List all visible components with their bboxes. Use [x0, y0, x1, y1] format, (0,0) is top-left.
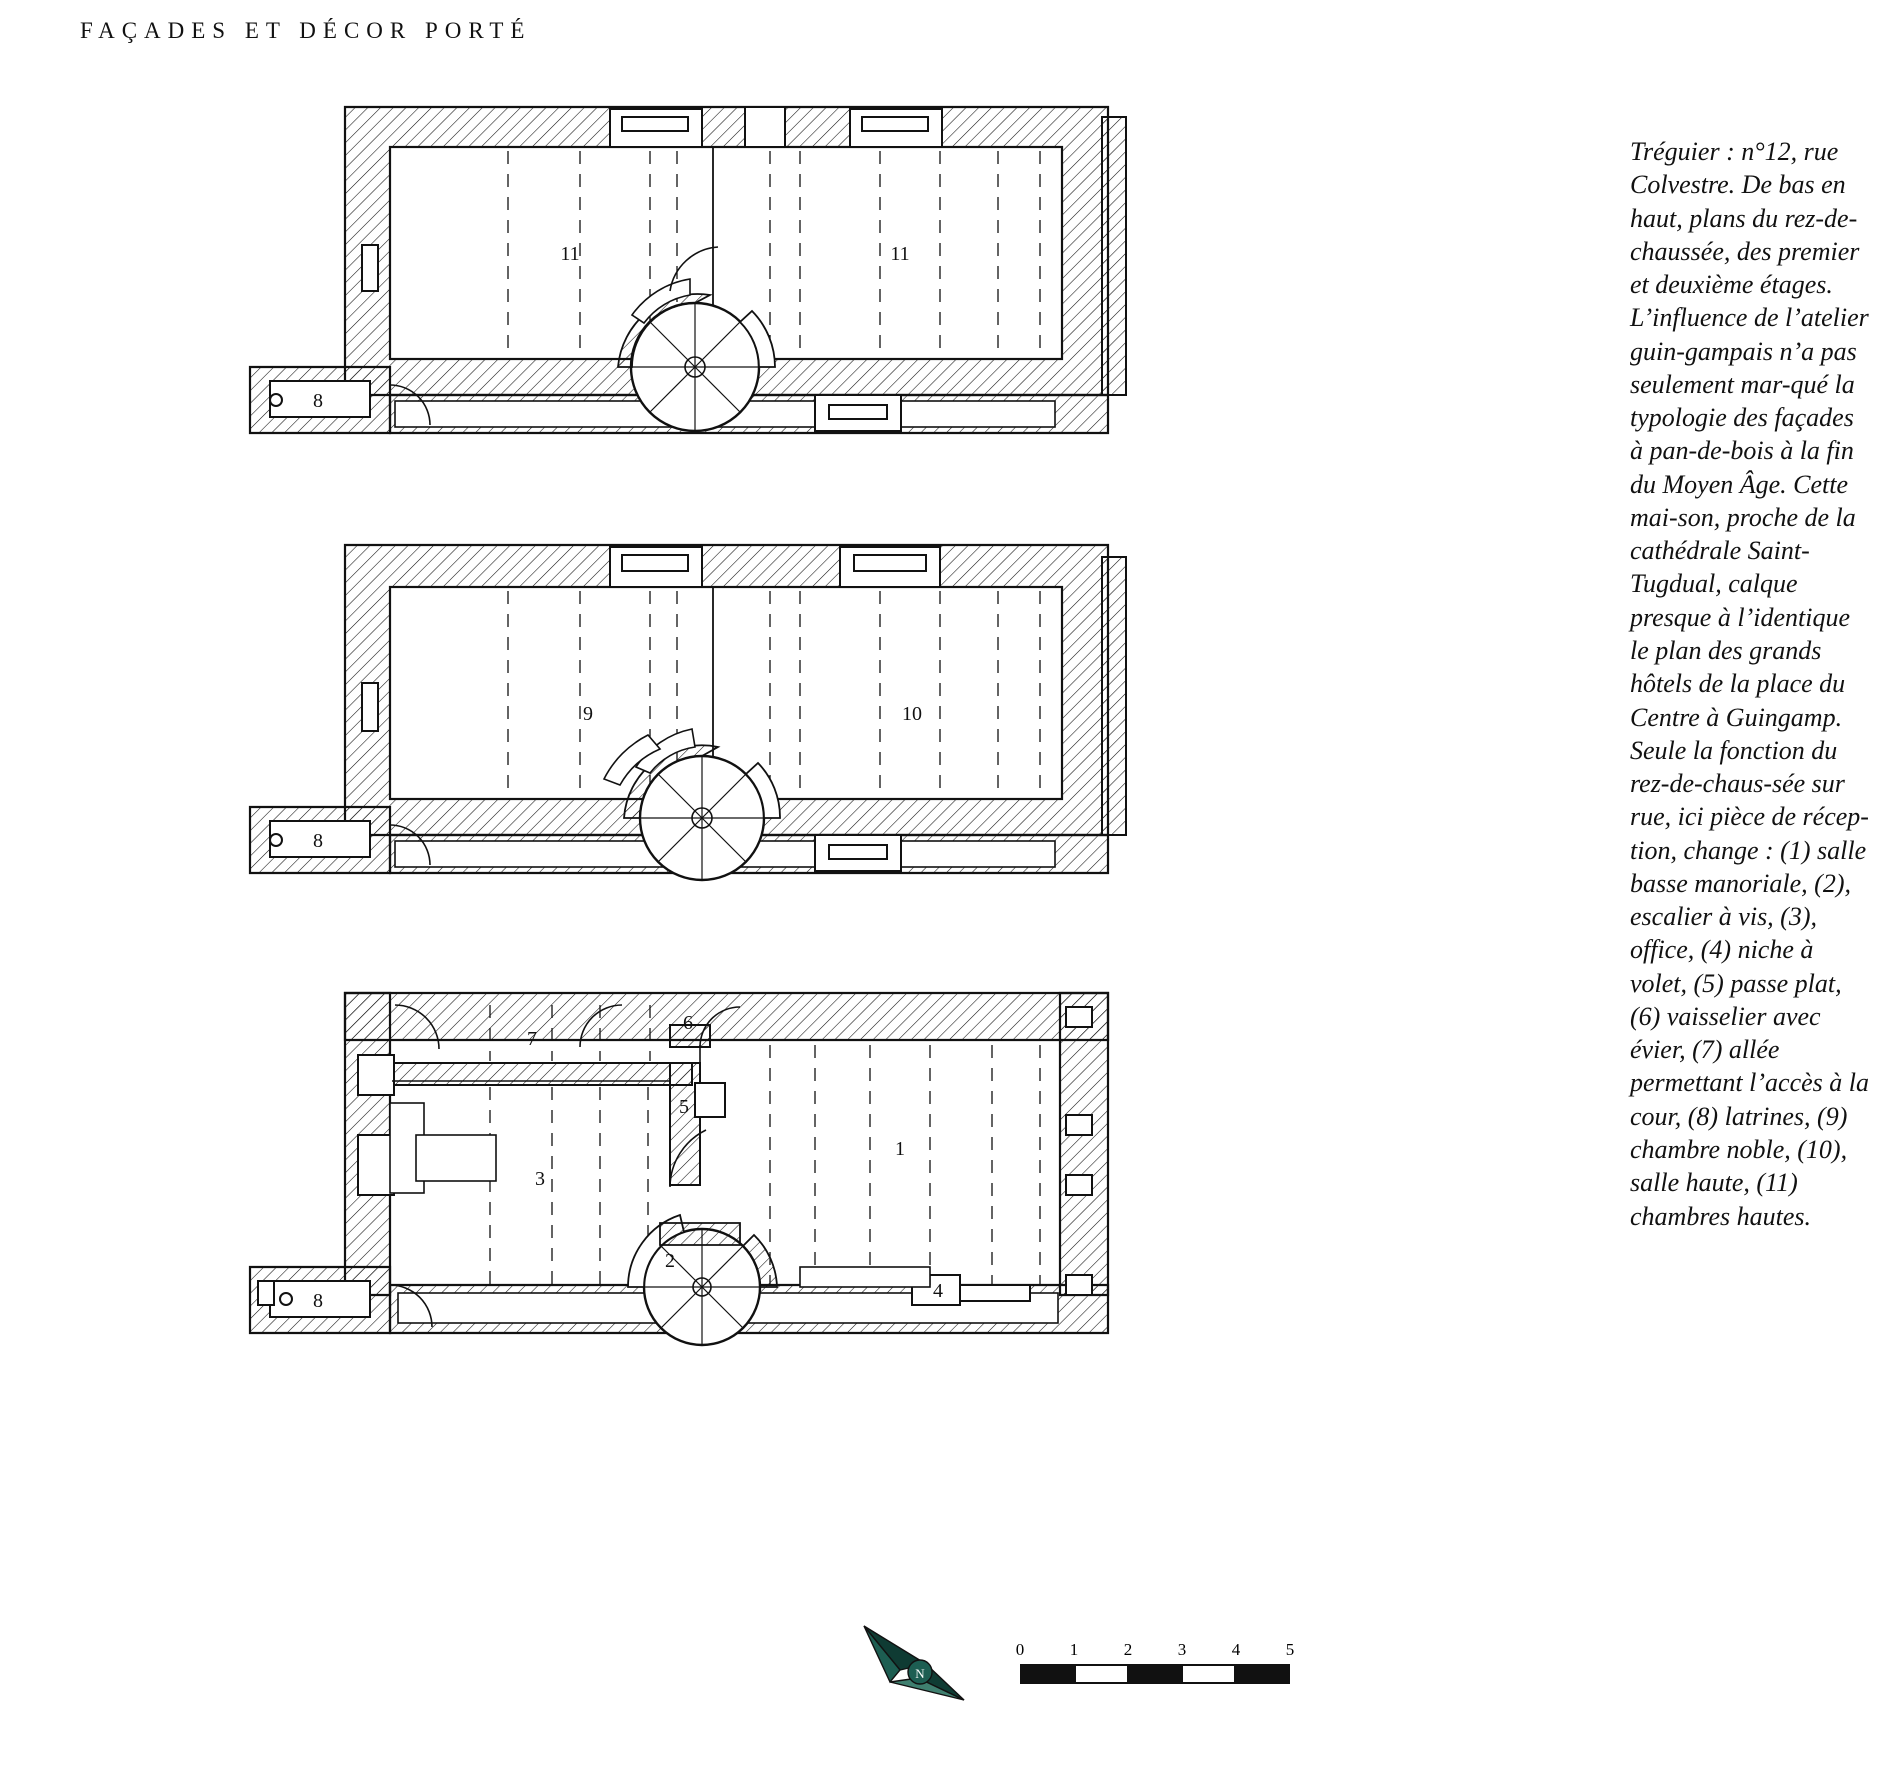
- room-label-8: 8: [313, 1290, 323, 1312]
- floor-plan-ground-floor: [240, 985, 1320, 1385]
- latrine-fixture: [270, 834, 282, 846]
- north-arrow: [860, 1620, 980, 1710]
- room-label-3: 3: [535, 1168, 545, 1190]
- scale-bar-graphic: [1020, 1664, 1290, 1684]
- room-label-11-right: 11: [890, 243, 910, 265]
- scale-tick-2: 2: [1123, 1640, 1133, 1659]
- scale-tick-4: 4: [1231, 1640, 1241, 1659]
- room-label-7: 7: [527, 1028, 537, 1050]
- scale-tick-labels: [1015, 1640, 1295, 1662]
- latrine-fixture: [270, 394, 282, 406]
- scale-tick-5: 5: [1285, 1640, 1295, 1659]
- scale-bar: [1015, 1640, 1295, 1700]
- room-label-4: 4: [933, 1280, 943, 1302]
- scale-tick-1: 1: [1069, 1640, 1079, 1659]
- room-label-2: 2: [665, 1250, 675, 1272]
- page-header: FAÇADES ET DÉCOR PORTÉ: [80, 18, 532, 43]
- scale-tick-0: 0: [1015, 1640, 1025, 1659]
- room-label-5: 5: [679, 1096, 689, 1118]
- room-label-8: 8: [313, 830, 323, 852]
- room-label-9: 9: [583, 703, 593, 725]
- room-label-8: 8: [313, 390, 323, 412]
- floor-plan-second-floor: [240, 95, 1320, 485]
- room-label-1: 1: [895, 1138, 905, 1160]
- room-label-11-left: 11: [560, 243, 580, 265]
- caption-text: Tréguier : n°12, rue Colvestre. De bas en haut, plans du rez-de-chaussée, des premier et deuxième étages. L’influence de l’atelier guin-gampais n’a pas seulement mar-qué la typologie des façades à pan-de-bois à la fin du Moyen Âge. Cette mai-son, proche de la cathédrale Saint-Tugdual, calque presque à l’identique le plan des grands hôtels de la place du Centre à Guingamp. Seule la fonction du rez-de-chaus-sée sur rue, ici pièce de récep-tion, change : (1) salle basse manoriale, (2), escalier à vis, (3), office, (4) niche à volet, (5) passe plat, (6) vaisselier avec évier, (7) allée permettant l’accès à la cour, (8) latrines, (9) chambre noble, (10), salle haute, (11) chambres hautes.: [1630, 137, 1869, 1231]
- room-label-10: 10: [902, 703, 922, 725]
- floor-plan-first-floor: [240, 535, 1320, 915]
- room-label-6: 6: [683, 1012, 693, 1034]
- figure-caption: [1630, 135, 1870, 1233]
- scale-tick-3: 3: [1177, 1640, 1187, 1659]
- floor-plan-plates: [240, 95, 1320, 1635]
- floor-joists: [490, 1005, 1040, 1285]
- compass-label: N: [915, 1666, 925, 1681]
